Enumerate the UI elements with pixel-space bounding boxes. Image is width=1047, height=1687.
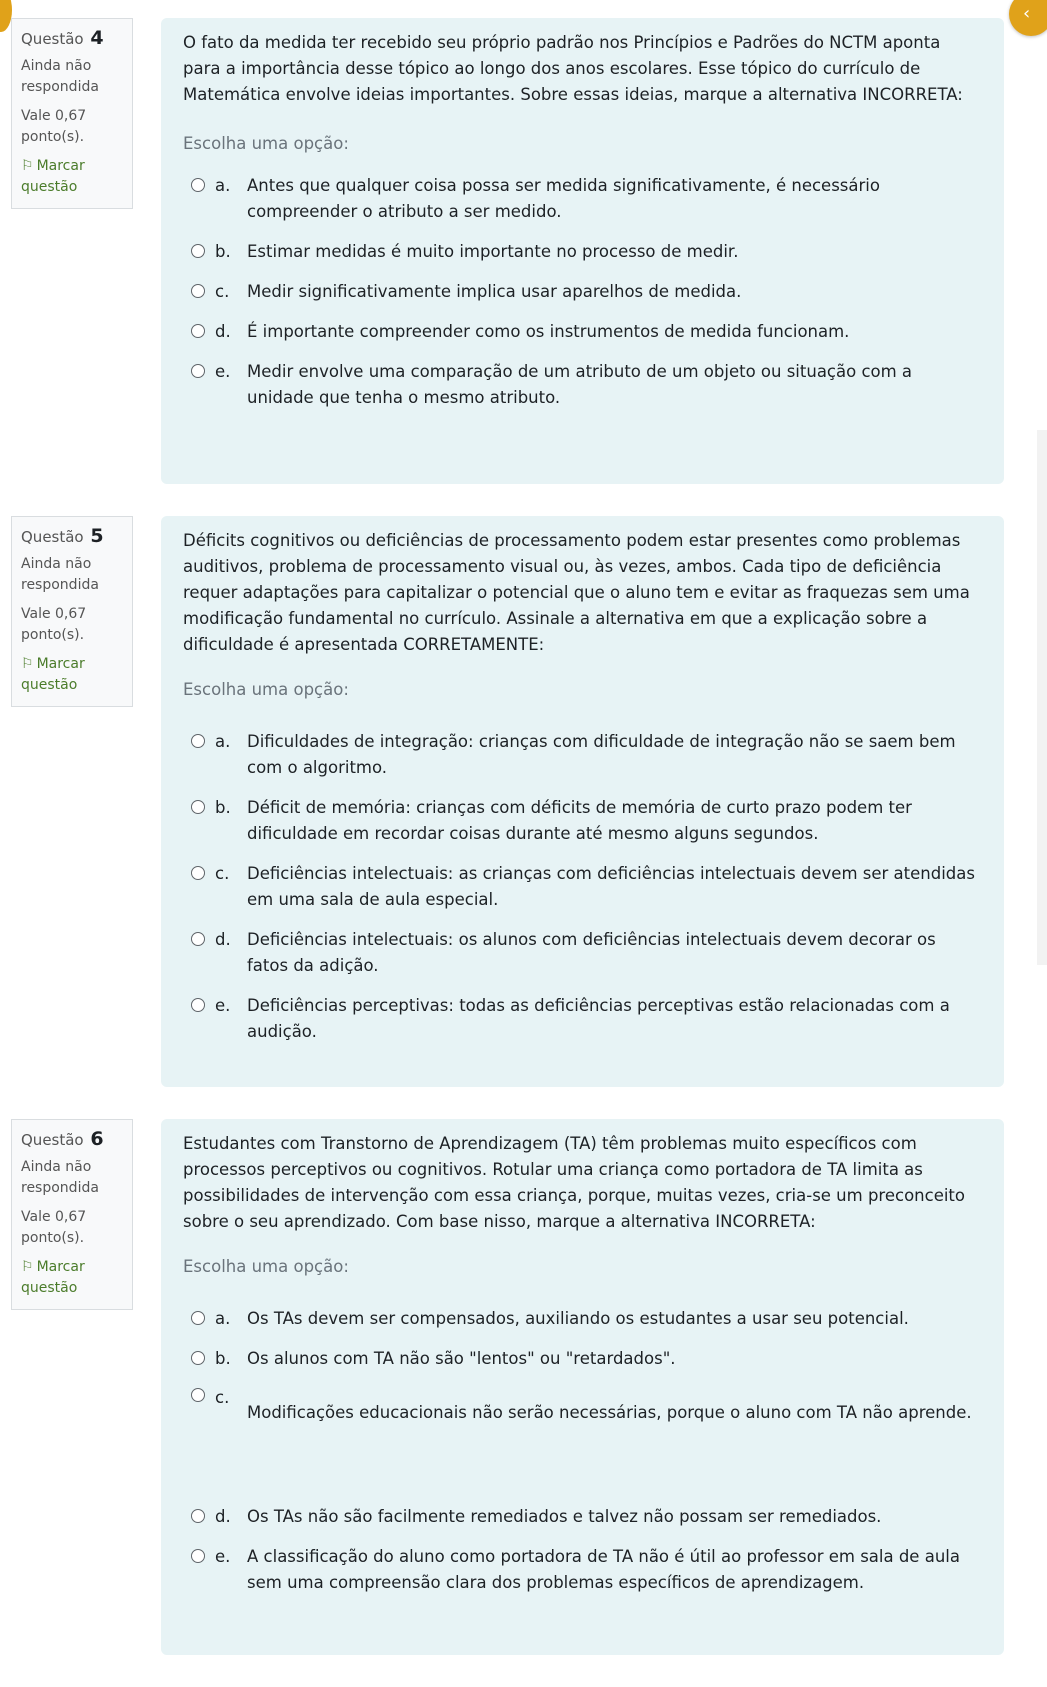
- option-text: Deficiências perceptivas: todas as deficiências perceptivas estão relacionadas com a audição.: [247, 996, 950, 1041]
- option-letter: b.: [215, 798, 231, 817]
- question-content: [161, 18, 1004, 484]
- option-letter: e.: [215, 362, 231, 381]
- radio-button[interactable]: [191, 1509, 205, 1523]
- answer-option-a[interactable]: [161, 173, 976, 225]
- radio-button[interactable]: [191, 998, 205, 1012]
- radio-button[interactable]: [191, 244, 205, 258]
- answer-option-a[interactable]: [161, 1306, 976, 1332]
- question-number-line: [21, 526, 123, 548]
- option-letter: e.: [215, 996, 231, 1015]
- radio-button[interactable]: [191, 1388, 205, 1402]
- answer-option-d[interactable]: [161, 927, 976, 979]
- answer-option-b[interactable]: [161, 1346, 976, 1372]
- answer-option-d[interactable]: [161, 319, 976, 345]
- radio-button[interactable]: [191, 932, 205, 946]
- answer-list: [161, 1306, 1004, 1596]
- flag-label: Marcar questão: [21, 1259, 85, 1296]
- radio-button[interactable]: [191, 284, 205, 298]
- question-content: [161, 1119, 1004, 1655]
- question-label: Questão: [21, 30, 84, 48]
- flag-icon: ⚐: [21, 158, 34, 174]
- question-label: Questão: [21, 1131, 84, 1149]
- question-grade: Vale 0,67 ponto(s).: [21, 1209, 87, 1246]
- option-letter: d.: [215, 322, 231, 341]
- radio-button[interactable]: [191, 1351, 205, 1365]
- answer-prompt: Escolha uma opção:: [183, 134, 349, 153]
- question-text: Déficits cognitivos ou deficiências de processamento podem estar presentes como problemas auditivos, problema de processamento visual ou, às vezes, ambos. Cada tipo de deficiência requer adaptações para capitalizar o potencial que o aluno tem e evitar as fraquezas sem uma modificação fundamental no currículo. Assinale a alternativa em que a explicação sobre a dificuldade é apresentada CORRETAMENTE:: [183, 531, 970, 654]
- radio-button[interactable]: [191, 800, 205, 814]
- option-text: Os alunos com TA não são "lentos" ou "retardados".: [247, 1349, 676, 1368]
- radio-button[interactable]: [191, 324, 205, 338]
- option-text: Modificações educacionais não serão necessárias, porque o aluno com TA não aprende.: [247, 1403, 972, 1422]
- option-text: Dificuldades de integração: crianças com dificuldade de integração não se saem bem com o algoritmo.: [247, 732, 956, 777]
- question-number: 4: [90, 27, 104, 49]
- question-content: [161, 516, 1004, 1087]
- question-state: Ainda não respondida: [21, 1159, 99, 1196]
- option-text: Antes que qualquer coisa possa ser medida significativamente, é necessário compreender o atributo a ser medido.: [247, 176, 880, 221]
- option-text: Medir significativamente implica usar aparelhos de medida.: [247, 282, 742, 301]
- option-text: A classificação do aluno como portadora de TA não é útil ao professor em sala de aula sem uma compreensão clara dos problemas específicos de aprendizagem.: [247, 1547, 960, 1592]
- option-letter: d.: [215, 1507, 231, 1526]
- radio-button[interactable]: [191, 866, 205, 880]
- question-grade: Vale 0,67 ponto(s).: [21, 108, 87, 145]
- answer-option-c[interactable]: [161, 861, 976, 913]
- answer-list: [161, 729, 1004, 1045]
- option-letter: c.: [215, 1388, 230, 1407]
- option-letter: c.: [215, 282, 230, 301]
- drawer-toggle-button[interactable]: [1009, 0, 1047, 36]
- question-info: [11, 516, 133, 707]
- answer-option-a[interactable]: [161, 729, 976, 781]
- answer-option-e[interactable]: [161, 1544, 976, 1596]
- answer-option-b[interactable]: [161, 239, 976, 265]
- option-letter: b.: [215, 1349, 231, 1368]
- answer-option-e[interactable]: [161, 993, 976, 1045]
- radio-button[interactable]: [191, 1311, 205, 1325]
- answer-option-d[interactable]: [161, 1504, 976, 1530]
- flag-question-link[interactable]: [21, 1257, 123, 1299]
- question-state: Ainda não respondida: [21, 556, 99, 593]
- question-grade: Vale 0,67 ponto(s).: [21, 606, 87, 643]
- option-text: Medir envolve uma comparação de um atributo de um objeto ou situação com a unidade que tenha o mesmo atributo.: [247, 362, 913, 407]
- question-number: 5: [90, 525, 104, 547]
- question-info: [11, 18, 133, 209]
- question-state: Ainda não respondida: [21, 58, 99, 95]
- option-text: Deficiências intelectuais: as crianças com deficiências intelectuais devem ser atendidas em uma sala de aula especial.: [247, 864, 975, 909]
- flag-question-link[interactable]: [21, 156, 123, 198]
- option-text: Estimar medidas é muito importante no processo de medir.: [247, 242, 739, 261]
- option-text: Os TAs devem ser compensados, auxiliando os estudantes a usar seu potencial.: [247, 1309, 909, 1328]
- answer-prompt: Escolha uma opção:: [183, 680, 349, 699]
- answer-prompt: Escolha uma opção:: [183, 1257, 349, 1276]
- option-text: É importante compreender como os instrumentos de medida funcionam.: [247, 322, 850, 341]
- scrollbar[interactable]: [1037, 430, 1047, 965]
- option-letter: e.: [215, 1547, 231, 1566]
- question-label: Questão: [21, 528, 84, 546]
- chevron-left-icon: ‹: [1023, 3, 1031, 24]
- flag-icon: ⚐: [21, 656, 34, 672]
- answer-option-e[interactable]: [161, 359, 976, 411]
- option-letter: a.: [215, 176, 231, 195]
- flag-icon: ⚐: [21, 1259, 34, 1275]
- option-letter: d.: [215, 930, 231, 949]
- option-letter: b.: [215, 242, 231, 261]
- answer-option-b[interactable]: [161, 795, 976, 847]
- question-text: Estudantes com Transtorno de Aprendizagem (TA) têm problemas muito específicos com processos perceptivos ou cognitivos. Rotular uma criança como portadora de TA limita as possibilidades de intervenção com essa criança, porque, muitas vezes, cria-se um preconceito sobre o seu aprendizado. Com base nisso, marque a alternativa INCORRETA:: [183, 1134, 966, 1231]
- answer-list: [161, 173, 1004, 411]
- option-letter: a.: [215, 1309, 231, 1328]
- answer-option-c[interactable]: [161, 279, 976, 305]
- radio-button[interactable]: [191, 178, 205, 192]
- option-text: Os TAs não são facilmente remediados e talvez não possam ser remediados.: [247, 1507, 882, 1526]
- flag-label: Marcar questão: [21, 158, 85, 195]
- option-letter: a.: [215, 732, 231, 751]
- radio-button[interactable]: [191, 364, 205, 378]
- question-text: O fato da medida ter recebido seu próprio padrão nos Princípios e Padrões do NCTM aponta para a importância desse tópico ao longo dos anos escolares. Esse tópico do currículo de Matemática envolve ideias importantes. Sobre essas ideias, marque a alternativa INCORRETA:: [183, 33, 963, 104]
- question-info: [11, 1119, 133, 1310]
- flag-label: Marcar questão: [21, 656, 85, 693]
- question-number: 6: [90, 1128, 104, 1150]
- option-text: Déficit de memória: crianças com déficits de memória de curto prazo podem ter dificuldade em recordar coisas durante até mesmo alguns segundos.: [247, 798, 912, 843]
- question-number-line: [21, 1129, 123, 1151]
- flag-question-link[interactable]: [21, 654, 123, 696]
- option-letter: c.: [215, 864, 230, 883]
- radio-button[interactable]: [191, 734, 205, 748]
- answer-option-c[interactable]: [161, 1386, 976, 1426]
- option-text: Deficiências intelectuais: os alunos com deficiências intelectuais devem decorar os fatos da adição.: [247, 930, 936, 975]
- question-number-line: [21, 28, 123, 50]
- radio-button[interactable]: [191, 1549, 205, 1563]
